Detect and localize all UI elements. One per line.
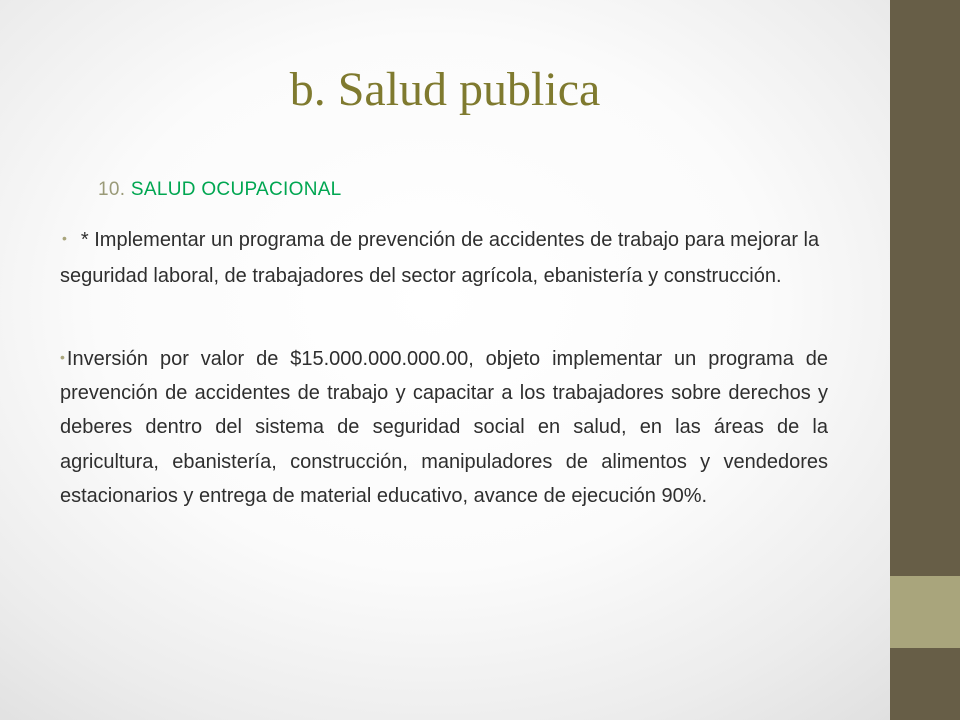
slide-title: b. Salud publica xyxy=(289,63,601,116)
sidebar-decoration-top xyxy=(890,0,960,576)
sidebar-decoration-middle xyxy=(890,576,960,648)
bullet-text: Inversión por valor de $15.000.000.000.00, objeto implementar un programa de prevención de accidentes de trabajo y capacitar a los trabajadores sobre derechos y deberes dentro del sistema de seguridad social en salud, en las áreas de la agricultura, ebanistería, construcción, manipuladores de alimentos y vendedores estacionarios y entrega de material educativo, avance de ejecución 90%. xyxy=(60,348,828,507)
section-subtitle xyxy=(98,178,342,202)
bullet-text: * Implementar un programa de prevención de accidentes de trabajo para mejorar la seguridad laboral, de trabajadores del sector agrícola, ebanistería y construcción. xyxy=(60,229,820,287)
subtitle-text: SALUD OCUPACIONAL xyxy=(130,179,342,200)
subtitle-number: 10. xyxy=(98,179,126,200)
bullet-list xyxy=(60,220,828,513)
bullet-item xyxy=(60,340,828,513)
bullet-icon: • xyxy=(60,349,65,365)
sidebar-decoration-bottom xyxy=(890,648,960,720)
bullet-icon: • xyxy=(62,230,67,246)
bullet-item xyxy=(60,220,828,294)
